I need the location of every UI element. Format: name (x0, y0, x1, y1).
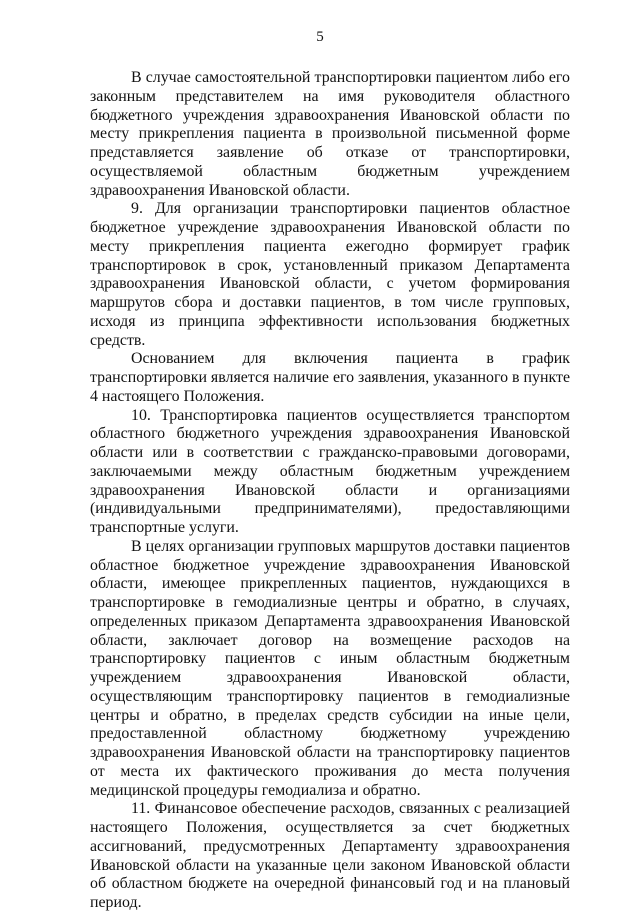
paragraph-item-9: 9. Для организации транспортировки пациентов областное бюджетное учреждение здравоохранения Ивановской области по месту прикрепления пациента ежегодно формирует график транспортировок в срок, установленный приказом Департамента здравоохранения Ивановской области, с учетом формирования маршрутов сбора и доставки пациентов, в том числе групповых, исходя из принципа эффективности использования бюджетных средств. (90, 200, 570, 349)
paragraph-item-11: 11. Финансовое обеспечение расходов, связанных с реализацией настоящего Положения, осуществляется за счет бюджетных ассигнований, предусмотренных Департаменту здравоохранения Ивановской области на указанные цели законом Ивановской области об областном бюджете на очередной финансовый год и на плановый период. (90, 800, 570, 911)
paragraph-schedule-basis: Основанием для включения пациента в график транспортировки является наличие его заявления, указанного в пункте 4 настоящего Положения. (90, 350, 570, 405)
page-number: 5 (316, 29, 324, 45)
document-body (90, 69, 570, 913)
paragraph-group-routes: В целях организации групповых маршрутов доставки пациентов областное бюджетное учреждение здравоохранения Ивановской области, имеющее прикрепленных пациентов, нуждающихся в транспортировке в гемодиализные центры и обратно, в случаях, определенных приказом Департамента здравоохранения Ивановской области, заключает договор на возмещение расходов на транспортировку пациентов с иным областным бюджетным учреждением здравоохранения Ивановской области, осуществляющим транспортировку пациентов в гемодиализные центры и обратно, в пределах средств субсидии на иные цели, предоставленной областному бюджетному учреждению здравоохранения Ивановской области на транспортировку пациентов от места их фактического проживания до места получения медицинской процедуры гемодиализа и обратно. (90, 537, 570, 799)
paragraph-item-10: 10. Транспортировка пациентов осуществляется транспортом областного бюджетного учреждения здравоохранения Ивановской области или в соответствии с гражданско-правовыми договорами, заключаемыми между областным бюджетным учреждением здравоохранения Ивановской области и организациями (индивидуальными предпринимателями), предоставляющими транспортные услуги. (90, 406, 570, 536)
paragraph-self-transport-refusal: В случае самостоятельной транспортировки пациентом либо его законным представителем на имя руководителя областного бюджетного учреждения здравоохранения Ивановской области по месту прикрепления пациента в произвольной письменной форме представляется заявление об отказе от транспортировки, осуществляемой областным бюджетным учреждением здравоохранения Ивановской области. (90, 69, 570, 199)
